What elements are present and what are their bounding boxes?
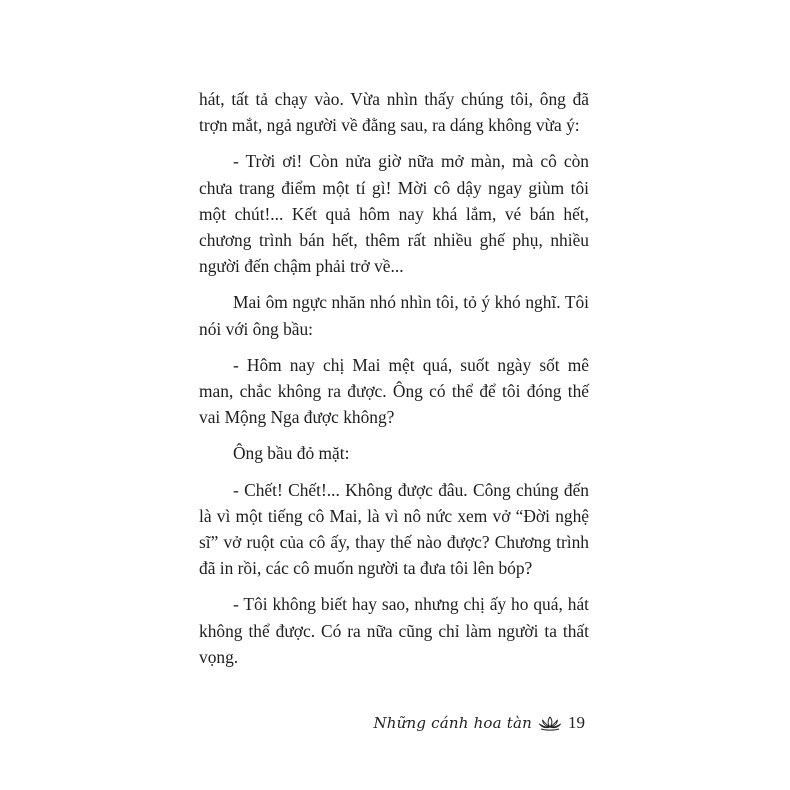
paragraph: - Tôi không biết hay sao, nhưng chị ấy ho quá, hát không thể được. Có ra nữa cũng chỉ làm người ta thất vọng.: [199, 594, 589, 667]
paragraph: - Chết! Chết!... Không được đâu. Công chúng đến là vì một tiếng cô Mai, là vì nô nức xem vở “Đời nghệ sĩ” vở ruột của cô ấy, thay thế nào được? Chương trình đã in rồi, các cô muốn người ta đưa tôi lên bóp?: [199, 479, 589, 579]
lotus-icon: [538, 715, 562, 731]
page-footer: [373, 713, 585, 733]
paragraph: Mai ôm ngực nhăn nhó nhìn tôi, tỏ ý khó nghĩ. Tôi nói với ông bầu:: [199, 292, 589, 339]
paragraph: - Hôm nay chị Mai mệt quá, suốt ngày sốt mê man, chắc không ra được. Ông có thể để tôi đóng thế vai Mộng Nga được không?: [199, 354, 589, 428]
paragraph: Ông bầu đỏ mặt:: [233, 443, 350, 464]
running-title: Những cánh hoa tàn: [373, 714, 532, 732]
body-text: [199, 86, 589, 680]
page-number: 19: [568, 713, 585, 732]
paragraph: - Trời ơi! Còn nửa giờ nữa mở màn, mà cô còn chưa trang điểm một tí gì! Mời cô dậy ngay giùm tôi một chút!... Kết quả hôm nay khá lắm, vé bán hết, chương trình bán hết, thêm rất nhiều ghế phụ, nhiều người đến chậm phải trở về...: [199, 151, 589, 277]
paragraph: hát, tất tả chạy vào. Vừa nhìn thấy chúng tôi, ông đã trợn mắt, ngả người về đằng sau, ra dáng không vừa ý:: [199, 89, 589, 136]
